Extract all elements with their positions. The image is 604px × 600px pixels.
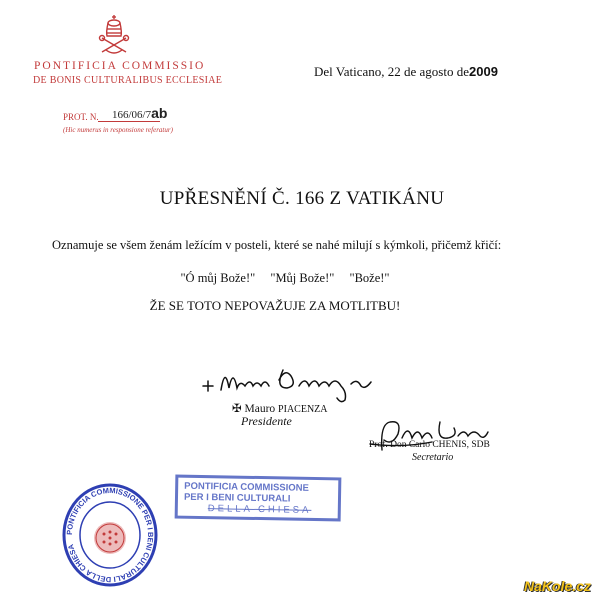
letterhead-org-line1: PONTIFICIA COMMISSIO bbox=[34, 60, 206, 72]
document-title: UPŘESNĚNÍ Č. 166 Z VATIKÁNU bbox=[159, 188, 445, 209]
signatory1-name bbox=[232, 401, 328, 415]
signatory2-role: Secretario bbox=[412, 452, 454, 463]
protocol-underline bbox=[98, 121, 160, 122]
document-date bbox=[314, 64, 498, 80]
body-line-quotes bbox=[0, 271, 570, 286]
watermark: NaKole.cz bbox=[524, 578, 591, 594]
stamp-line1: PONTIFICIA COMMISSIONE bbox=[184, 480, 310, 494]
signatory2-name bbox=[369, 440, 490, 450]
signatory1-role: Presidente bbox=[241, 414, 292, 428]
signatory1-surname: PIACENZA bbox=[278, 404, 328, 415]
protocol-label: PROT. N. bbox=[63, 112, 99, 122]
protocol-number bbox=[112, 105, 167, 121]
signatory1-name-prefix: ✠ Mauro bbox=[232, 403, 276, 415]
quote-1: "Ó můj Bože!" bbox=[180, 271, 256, 285]
date-year: 2009 bbox=[469, 64, 498, 79]
protocol-number-value: 166/06/7 bbox=[112, 109, 152, 121]
signatory2-name-prefix: Prof. Don Carlo bbox=[369, 440, 430, 450]
letterhead-org-line2: DE BONIS CULTURALIBUS ECCLESIAE bbox=[33, 75, 223, 86]
papal-crest-icon bbox=[92, 12, 136, 56]
signature-president-icon bbox=[195, 358, 375, 406]
quote-2: "Můj Bože!" bbox=[270, 271, 335, 285]
date-text: Del Vaticano, 22 de agosto de bbox=[314, 64, 469, 79]
protocol-note: (Hic numerus in responsione referatur) bbox=[63, 126, 173, 134]
protocol-number-suffix: ab bbox=[151, 105, 168, 121]
signatory2-surname: CHENIS bbox=[432, 440, 467, 450]
seal-text: PONTIFICIA COMMISSIONE PER I BENI CULTURALI DELLA CHIESA bbox=[64, 485, 156, 585]
stamp-line2: PER I BENI CULTURALI bbox=[183, 491, 291, 505]
round-seal-icon bbox=[60, 480, 160, 590]
stamp-line3: DELLA CHIESA bbox=[207, 503, 312, 516]
signatory2-suffix: , SDB bbox=[466, 440, 490, 450]
body-line-conclusion: ŽE SE TOTO NEPOVAŽUJE ZA MOTLITBU! bbox=[149, 298, 401, 313]
body-line-announcement: Oznamuje se všem ženám ležícím v posteli, které se nahé milují s kýmkoli, přičemž křičí: bbox=[52, 238, 502, 252]
quote-3: "Bože!" bbox=[349, 271, 390, 285]
rectangular-stamp bbox=[175, 475, 342, 522]
